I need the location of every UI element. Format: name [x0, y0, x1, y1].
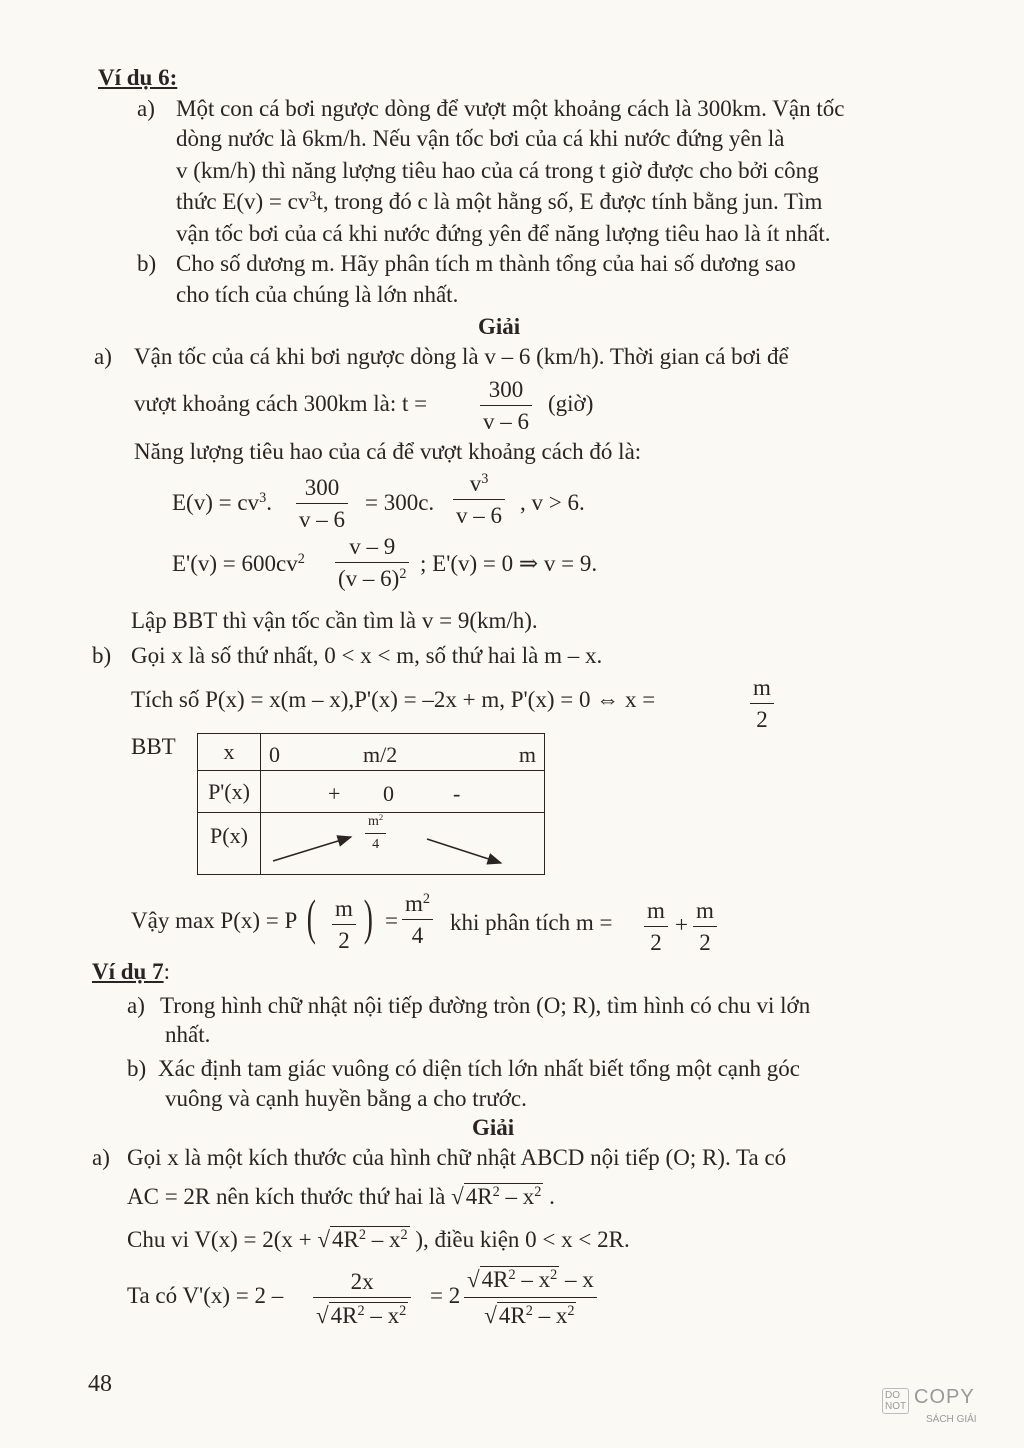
max-text-split: khi phân tích m = [450, 910, 613, 935]
fraction-ev-2: $\frac{v^3}{v - 6}$ [453, 472, 505, 527]
fraction-m2-4: $\frac{m^2}{4}$ [402, 892, 433, 947]
table-variation-row [261, 813, 545, 875]
ex7-deriv-mid: = 2 [430, 1283, 461, 1308]
fraction-2x: $\frac{2x}{√4R^2 - x^2}$ [313, 1270, 411, 1329]
variation-table [197, 733, 545, 875]
fraction-final: $\frac{√4R^2 - x^2 - x}{√4R^2 - x^2}$ [464, 1266, 597, 1330]
table-head-x: x [198, 734, 261, 771]
ex7-solution-title: Giải [472, 1115, 515, 1140]
ex7-b-line: vuông và cạnh huyền bằng a cho trước. [165, 1086, 527, 1111]
ex7-a-line: Trong hình chữ nhật nội tiếp đường tròn (O; R), tìm hình có chu vi lớn [160, 993, 811, 1018]
fraction-half-2: $\frac{m}{2}$ [693, 899, 717, 954]
table-head-p-prime: P'(x) [198, 771, 261, 813]
fraction-m-2-paren: $\frac{m}{2}$ [332, 897, 356, 952]
fraction-half-1: $\frac{m}{2}$ [644, 899, 668, 954]
ex7-b-label: b) [127, 1056, 147, 1081]
max-text: Vậy max P(x) = P [131, 908, 298, 933]
ex6-a-line: dòng nước là 6km/h. Nếu vận tốc bơi của cá khi nước đứng yên là [176, 126, 785, 151]
max-value-fraction: $\frac{m^2}{4}$ [365, 815, 386, 852]
ex6-solution-title: Giải [478, 314, 521, 339]
product-text: Tích số P(x) = x(m – x),P'(x) = –2x + m, P'(x) = 0 ⇔ x = [131, 687, 656, 712]
ex7-deriv-text: Ta có V'(x) = 2 – [127, 1283, 284, 1308]
bbt-label: BBT [131, 734, 176, 759]
sqrt-expression: $√4R^2 - x^2$ [317, 1227, 408, 1252]
ex6-a-line: Một con cá bơi ngược dòng để vượt một khoảng cách là 300km. Vận tốc [176, 96, 845, 121]
ex6-a-line: thức $E(v) = cv^3t$, trong đó c là một hằng số, E được tính bằng jun. Tìm [176, 189, 823, 214]
sol-a-label: a) [94, 344, 112, 369]
plus-sign: + [675, 912, 688, 937]
fraction-m-2: $\frac{m}{2}$ [750, 676, 774, 731]
ex6-b-line: cho tích của chúng là lớn nhất. [176, 282, 459, 307]
fraction-t: $\frac{300}{v - 6}$ [480, 378, 532, 433]
energy-text: Năng lượng tiêu hao của cá để vượt khoảng cách đó là: [134, 439, 642, 464]
paren-right: ) [363, 889, 373, 945]
ex7-a-line: nhất. [165, 1022, 211, 1047]
fraction-deriv: $\frac{v - 9}{(v - 6)^2}$ [335, 535, 409, 590]
paren-left: ( [306, 889, 316, 945]
bbt-conclusion: Lập BBT thì vận tốc cần tìm là v = 9(km/h). [131, 608, 538, 633]
table-head-p: P(x) [198, 813, 261, 875]
table-x-values: 0 m/2 m [261, 734, 545, 771]
ex6-a-label: a) [137, 96, 155, 121]
ev-condition: , v > 6. [520, 490, 585, 515]
ex7-a-label: a) [127, 993, 145, 1018]
sol-a-line: Vận tốc của cá khi bơi ngược dòng là v – 6 (km/h). Thời gian cá bơi để [134, 344, 789, 369]
deriv-rhs: ; E'(v) = 0 ⇒ v = 9. [420, 551, 598, 576]
sol-b-label: b) [92, 643, 112, 668]
ex7-sol-a-label: a) [92, 1145, 110, 1170]
ex7-sol-a-line: Gọi x là một kích thước của hình chữ nhật ABCD nội tiếp (O; R). Ta có [127, 1145, 787, 1170]
ev-mid: = 300c. [365, 490, 435, 515]
sol-a-line: vượt khoảng cách 300km là: t = [134, 391, 428, 416]
ex6-b-label: b) [137, 251, 157, 276]
fraction-ev-1: $\frac{300}{v - 6}$ [296, 476, 348, 531]
page-number: 48 [88, 1371, 112, 1397]
watermark-logo: DO NOT COPY SÁCH GIẢI [882, 1384, 1002, 1434]
ex7-b-line: Xác định tam giác vuông có diện tích lớn nhất biết tổng một cạnh góc [158, 1056, 800, 1081]
example-6-heading: Ví dụ 6: [98, 65, 178, 90]
variation-arrows [261, 813, 544, 875]
deriv-lhs: $E'(v) = 600cv^2$ [172, 551, 305, 576]
perimeter-line: Chu vi $V(x) = 2(x + √4R^2 - x^2$ ), điều kiện 0 < x < 2R. [127, 1227, 630, 1252]
sqrt-expression: $√4R^2 - x^2$ [451, 1184, 542, 1209]
t-unit: (giờ) [548, 391, 594, 416]
table-sign-row: + 0 - [261, 771, 545, 813]
example-7-heading: Ví dụ 7: [92, 959, 170, 984]
ex6-a-line: v (km/h) thì năng lượng tiêu hao của cá trong t giờ được cho bởi công [176, 158, 819, 183]
sol-b-line: Gọi x là số thứ nhất, 0 < x < m, số thứ hai là m – x. [131, 643, 603, 668]
ex6-b-line: Cho số dương m. Hãy phân tích m thành tổng của hai số dương sao [176, 251, 796, 276]
max-equals: = [385, 908, 398, 933]
ex7-sol-a-line: AC = 2R nên kích thước thứ hai là $√4R^2 - x^2$ . [127, 1184, 555, 1209]
ev-lhs: $E(v) = cv^3$. [172, 490, 272, 515]
ex6-a-line: vận tốc bơi của cá khi nước đứng yên để năng lượng tiêu hao là ít nhất. [176, 221, 831, 246]
